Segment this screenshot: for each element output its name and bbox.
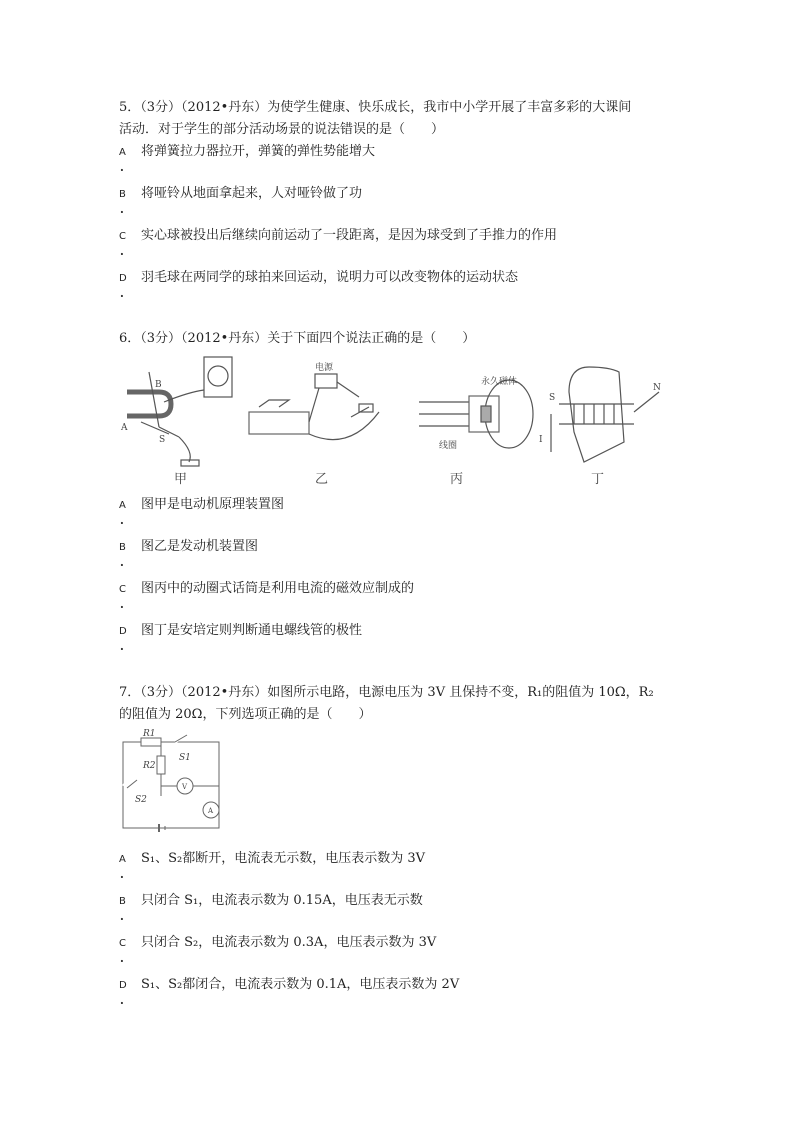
label-a-jia: A: [121, 423, 128, 433]
caption-ding: 丁: [591, 472, 605, 487]
option-dot: .: [120, 598, 124, 611]
option-letter: C: [119, 938, 126, 949]
option-text: 图丙中的动圈式话筒是利用电流的磁效应制成的: [141, 581, 415, 596]
caption-jia: 甲: [174, 472, 188, 487]
question-5: [119, 97, 679, 309]
circuit-diagram: [119, 726, 229, 836]
question-6-option-d[interactable]: [119, 620, 679, 662]
option-text: 图甲是电动机原理装置图: [141, 497, 285, 512]
question-6-option-b[interactable]: [119, 536, 679, 578]
ammeter-icon: A: [208, 807, 214, 815]
option-dot: .: [120, 556, 124, 569]
question-7-circuit-figure: [119, 726, 229, 836]
label-n-ding: N: [653, 383, 661, 393]
label-s2: S2: [135, 795, 147, 805]
option-text: S₁、S₂都断开，电流表无示数，电压表示数为 3V: [141, 851, 426, 866]
option-letter: A: [119, 500, 126, 511]
option-dot: .: [120, 287, 124, 300]
question-5-option-b[interactable]: [119, 183, 679, 225]
question-7-option-a[interactable]: [119, 848, 679, 890]
option-text: 只闭合 S₁，电流表示数为 0.15A，电压表无示数: [141, 893, 423, 908]
label-s-ding: S: [549, 393, 556, 403]
label-s-jia: S: [159, 435, 166, 445]
question-7: [119, 682, 679, 726]
option-dot: .: [120, 640, 124, 653]
label-i-ding: I: [539, 435, 543, 445]
option-text: 图丁是安培定则判断通电螺线管的极性: [141, 623, 363, 638]
label-power: 电源: [315, 363, 334, 373]
question-6-stem-line1: 6．（3分）（2012•丹东）关于下面四个说法正确的是（ ）: [119, 331, 476, 346]
caption-yi: 乙: [315, 472, 329, 487]
label-magnet: 永久磁体: [481, 377, 518, 387]
option-text: 羽毛球在两同学的球拍来回运动，说明力可以改变物体的运动状态: [141, 270, 519, 285]
option-letter: D: [119, 626, 127, 637]
question-6-figure: [119, 352, 679, 492]
option-letter: A: [119, 147, 126, 158]
question-6-options: [119, 494, 679, 662]
label-s1: S1: [179, 753, 191, 763]
question-5-option-c[interactable]: [119, 225, 679, 267]
label-b-jia: B: [155, 380, 162, 390]
option-letter: D: [119, 273, 127, 284]
label-coil: 线圈: [439, 441, 458, 451]
question-7-stem-line1: 7．（3分）（2012•丹东）如图所示电路，电源电压为 3V 且保持不变，R₁的阻值为 10Ω，R₂: [119, 685, 654, 700]
option-text: S₁、S₂都闭合，电流表示数为 0.1A，电压表示数为 2V: [141, 977, 460, 992]
question-7-option-b[interactable]: [119, 890, 679, 932]
option-letter: B: [119, 542, 126, 553]
question-5-option-a[interactable]: [119, 141, 679, 183]
option-text: 将弹簧拉力器拉开，弹簧的弹性势能增大: [141, 144, 376, 159]
question-7-options: [119, 848, 679, 1016]
option-dot: .: [120, 203, 124, 216]
question-6-option-a[interactable]: [119, 494, 679, 536]
option-letter: A: [119, 854, 126, 865]
question-7-stem-line2: 的阻值为 20Ω，下列选项正确的是（ ）: [119, 707, 372, 722]
option-letter: B: [119, 189, 126, 200]
option-text: 只闭合 S₂，电流表示数为 0.3A，电压表示数为 3V: [141, 935, 437, 950]
option-letter: D: [119, 980, 127, 991]
question-5-stem-line1: 5．（3分）（2012•丹东）为使学生健康、快乐成长，我市中小学开展了丰富多彩的大课间: [119, 100, 632, 115]
question-7-option-d[interactable]: [119, 974, 679, 1016]
option-dot: .: [120, 245, 124, 258]
option-dot: .: [120, 910, 124, 923]
label-r2: R2: [143, 761, 156, 771]
option-dot: .: [120, 868, 124, 881]
option-text: 图乙是发动机装置图: [141, 539, 259, 554]
label-r1: R1: [143, 729, 156, 739]
option-dot: .: [120, 994, 124, 1007]
voltmeter-icon: V: [182, 783, 188, 791]
option-letter: C: [119, 584, 126, 595]
option-text: 实心球被投出后继续向前运动了一段距离，是因为球受到了手推力的作用: [141, 228, 558, 243]
caption-bing: 丙: [450, 472, 464, 487]
option-dot: .: [120, 952, 124, 965]
option-dot: .: [120, 514, 124, 527]
question-6-option-c[interactable]: [119, 578, 679, 620]
question-5-option-d[interactable]: [119, 267, 679, 309]
option-text: 将哑铃从地面拿起来，人对哑铃做了功: [141, 186, 363, 201]
option-letter: B: [119, 896, 126, 907]
question-7-option-c[interactable]: [119, 932, 679, 974]
option-dot: .: [120, 161, 124, 174]
option-letter: C: [119, 231, 126, 242]
question-6: [119, 328, 679, 350]
question-5-stem-line2: 活动．对于学生的部分活动场景的说法错误的是（ ）: [119, 122, 445, 137]
